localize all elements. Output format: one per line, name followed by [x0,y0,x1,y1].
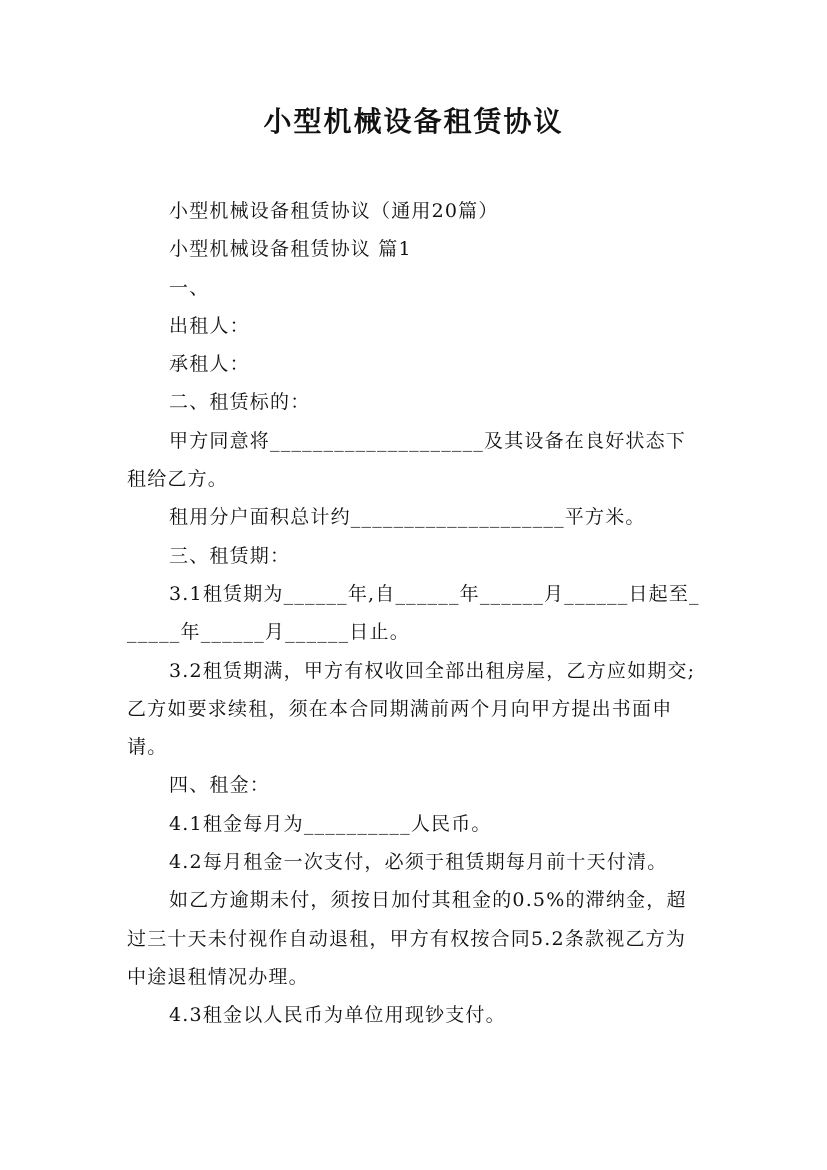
paragraph-section-1: 一、 [169,276,210,299]
paragraph-area: 租用分户面积总计约____________________平方米。 [169,506,646,529]
paragraph-article-heading: 小型机械设备租赁协议 篇1 [169,238,412,261]
document-body [127,192,705,1035]
document-title: 小型机械设备租赁协议 [263,105,564,138]
paragraph-section-2: 二、租赁标的： [169,391,311,414]
paragraph-rent-4-1: 4.1租金每月为__________人民币。 [169,812,492,835]
paragraph-term-3-1: 3.1租赁期为______年,自______年______月______日起至______年______月______日止。 [127,582,700,644]
paragraph-lease-object: 甲方同意将____________________及其设备在良好状态下租给乙方。 [127,429,687,491]
paragraph-lessee: 承租人： [169,353,250,376]
paragraph-term-3-2: 3.2租赁期满，甲方有权收回全部出租房屋，乙方应如期交;乙方如要求续租，须在本合同期满前两个月向甲方提出书面申请。 [127,659,696,759]
paragraph-section-4: 四、租金： [169,774,271,797]
paragraph-section-3: 三、租赁期： [169,544,291,567]
paragraph-late-fee: 如乙方逾期未付，须按日加付其租金的0.5%的滞纳金，超过三十天未付视作自动退租，甲方有权按合同5.2条款视乙方为中途退租情况办理。 [127,889,687,988]
paragraph-rent-4-2: 4.2每月租金一次支付，必须于租赁期每月前十天付清。 [169,851,668,874]
paragraph-rent-4-3: 4.3租金以人民币为单位用现钞支付。 [169,1004,506,1027]
paragraph-lessor: 出租人： [169,314,250,337]
paragraph-subtitle: 小型机械设备租赁协议（通用20篇） [169,200,499,222]
